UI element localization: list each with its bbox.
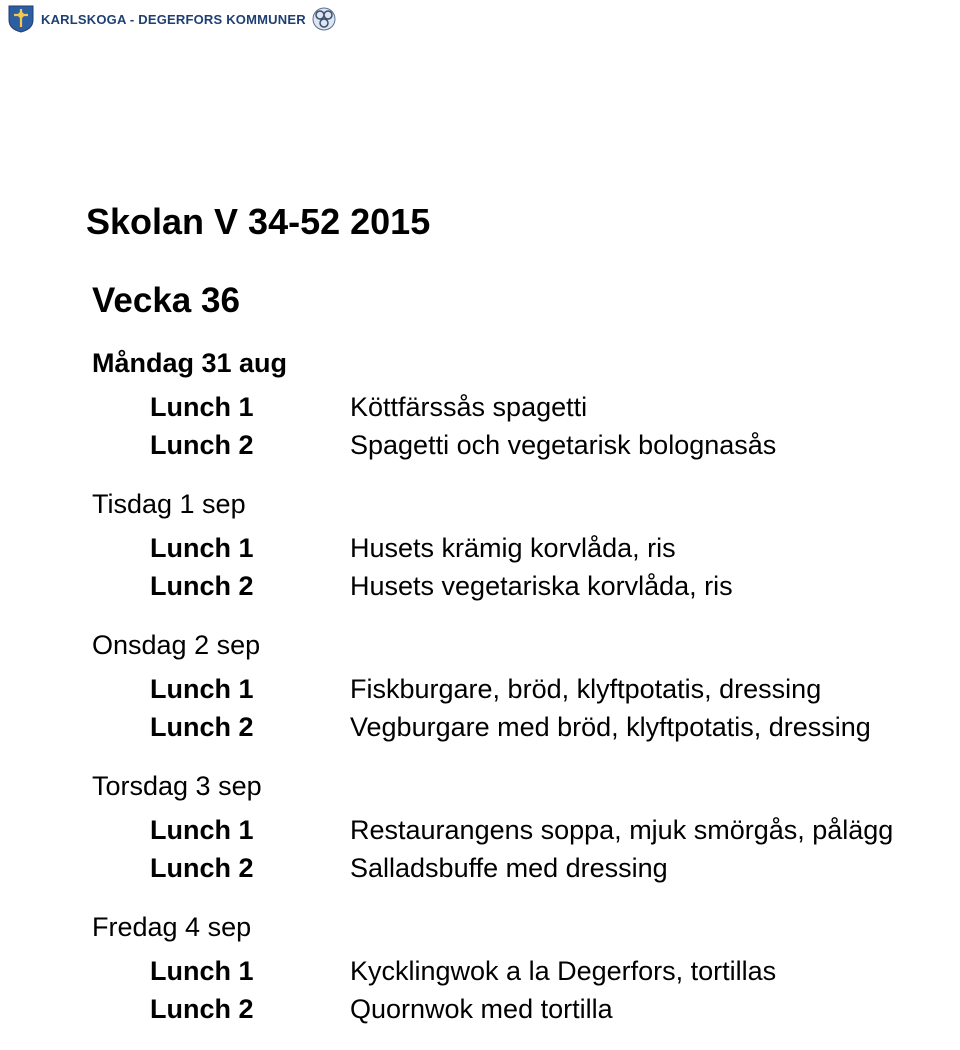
lunch-label: Lunch 1: [150, 815, 254, 845]
day-heading: Onsdag 2 sep: [92, 630, 261, 660]
organization-name: KARLSKOGA - DEGERFORS KOMMUNER: [41, 11, 306, 27]
lunch-label: Lunch 2: [150, 571, 254, 601]
karlskoga-crest-icon: [8, 5, 34, 33]
lunch-row: [92, 530, 960, 566]
lunch-label: Lunch 1: [150, 392, 254, 422]
meal-description: Husets krämig korvlåda, ris: [350, 533, 676, 563]
lunch-row: [92, 850, 960, 886]
lunch-row: [92, 991, 960, 1027]
meal-description: Salladsbuffe med dressing: [350, 853, 668, 883]
day-heading: Måndag 31 aug: [92, 348, 288, 378]
meal-description: Köttfärssås spagetti: [350, 392, 588, 422]
day-heading: Torsdag 3 sep: [92, 771, 262, 801]
lunch-row: [92, 953, 960, 989]
lunch-label: Lunch 1: [150, 674, 254, 704]
meal-description: Husets vegetariska korvlåda, ris: [350, 571, 733, 601]
degerfors-emblem-icon: [312, 5, 336, 33]
lunch-label: Lunch 2: [150, 430, 254, 460]
week-heading: Vecka 36: [92, 281, 240, 320]
meal-description: Kycklingwok a la Degerfors, tortillas: [350, 956, 777, 986]
meal-description: Restaurangens soppa, mjuk smörgås, pålägg: [350, 815, 894, 845]
day-tuesday: [92, 486, 960, 627]
lunch-row: [92, 812, 960, 848]
day-wednesday: [92, 627, 960, 768]
day-heading: Fredag 4 sep: [92, 912, 252, 942]
day-heading: Tisdag 1 sep: [92, 489, 246, 519]
lunch-row: [92, 427, 960, 463]
day-monday: [92, 345, 960, 486]
meal-description: Vegburgare med bröd, klyftpotatis, dressing: [350, 712, 871, 742]
lunch-label: Lunch 2: [150, 853, 254, 883]
document-title: Skolan V 34-52 2015: [86, 201, 431, 242]
lunch-row: [92, 389, 960, 425]
lunch-row: [92, 568, 960, 604]
meal-description: Fiskburgare, bröd, klyftpotatis, dressing: [350, 674, 822, 704]
lunch-label: Lunch 1: [150, 956, 254, 986]
day-thursday: [92, 768, 960, 909]
page-header: [8, 4, 336, 34]
lunch-label: Lunch 2: [150, 712, 254, 742]
lunch-label: Lunch 2: [150, 994, 254, 1024]
day-friday: [92, 909, 960, 1050]
weekly-menu: [92, 345, 960, 1050]
lunch-label: Lunch 1: [150, 533, 254, 563]
meal-description: Quornwok med tortilla: [350, 994, 613, 1024]
lunch-row: [92, 671, 960, 707]
meal-description: Spagetti och vegetarisk bolognasås: [350, 430, 777, 460]
lunch-row: [92, 709, 960, 745]
